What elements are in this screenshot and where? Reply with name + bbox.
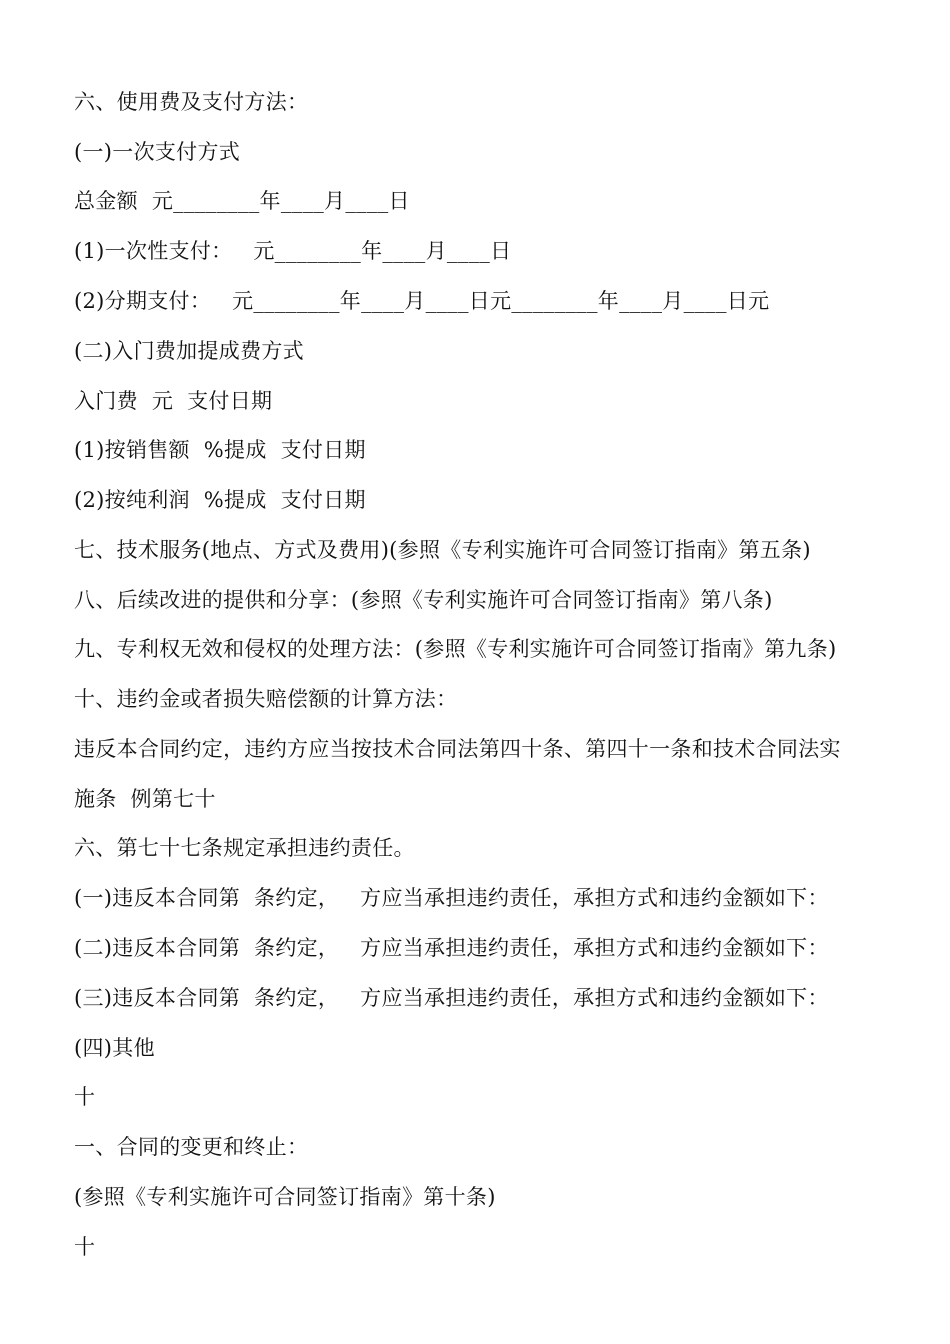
section-7-heading: 七、技术服务(地点、方式及费用)(参照《专利实施许可合同签订指南》第五条) [74,538,811,562]
section-11-number: 十 [74,1085,96,1109]
breach-paragraph-line-1: 违反本合同约定，违约方应当按技术合同法第四十条、第四十一条和技术合同法实 [74,737,841,761]
entry-fee-line: 入门费 元 支付日期 [74,389,273,413]
lump-sum-heading: (一)一次支付方式 [74,140,241,164]
breach-paragraph-line-2: 施条 例第七十 [74,787,216,811]
entry-fee-royalty-heading: (二)入门费加提成费方式 [74,339,304,363]
sales-royalty-line: (1)按销售额 %提成 支付日期 [74,438,366,462]
breach-clause-3: (三)违反本合同第 条约定， 方应当承担违约责任，承担方式和违约金额如下： [74,986,829,1010]
section-8-heading: 八、后续改进的提供和分享：(参照《专利实施许可合同签订指南》第八条) [74,588,773,612]
breach-clause-other: (四)其他 [74,1036,155,1060]
breach-clause-2: (二)违反本合同第 条约定， 方应当承担违约责任，承担方式和违约金额如下： [74,936,829,960]
section-6-heading: 六、使用费及支付方法： [74,90,309,114]
breach-clause-1: (一)违反本合同第 条约定， 方应当承担违约责任，承担方式和违约金额如下： [74,886,829,910]
section-10-heading: 十、违约金或者损失赔偿额的计算方法： [74,687,458,711]
one-time-payment-line: (1)一次性支付： 元________年____月____日 [74,239,512,263]
breach-paragraph-line-3: 六、第七十七条规定承担违约责任。 [74,836,415,860]
section-12-number: 十 [74,1235,96,1259]
installment-payment-line: (2)分期支付： 元________年____月____日元________年____月____日元 [74,289,770,313]
profit-royalty-line: (2)按纯利润 %提成 支付日期 [74,488,366,512]
section-11-heading: 一、合同的变更和终止： [74,1135,309,1159]
section-9-heading: 九、专利权无效和侵权的处理方法：(参照《专利实施许可合同签订指南》第九条) [74,637,837,661]
total-amount-line: 总金额 元________年____月____日 [74,189,410,213]
section-11-reference: (参照《专利实施许可合同签订指南》第十条) [74,1185,496,1209]
